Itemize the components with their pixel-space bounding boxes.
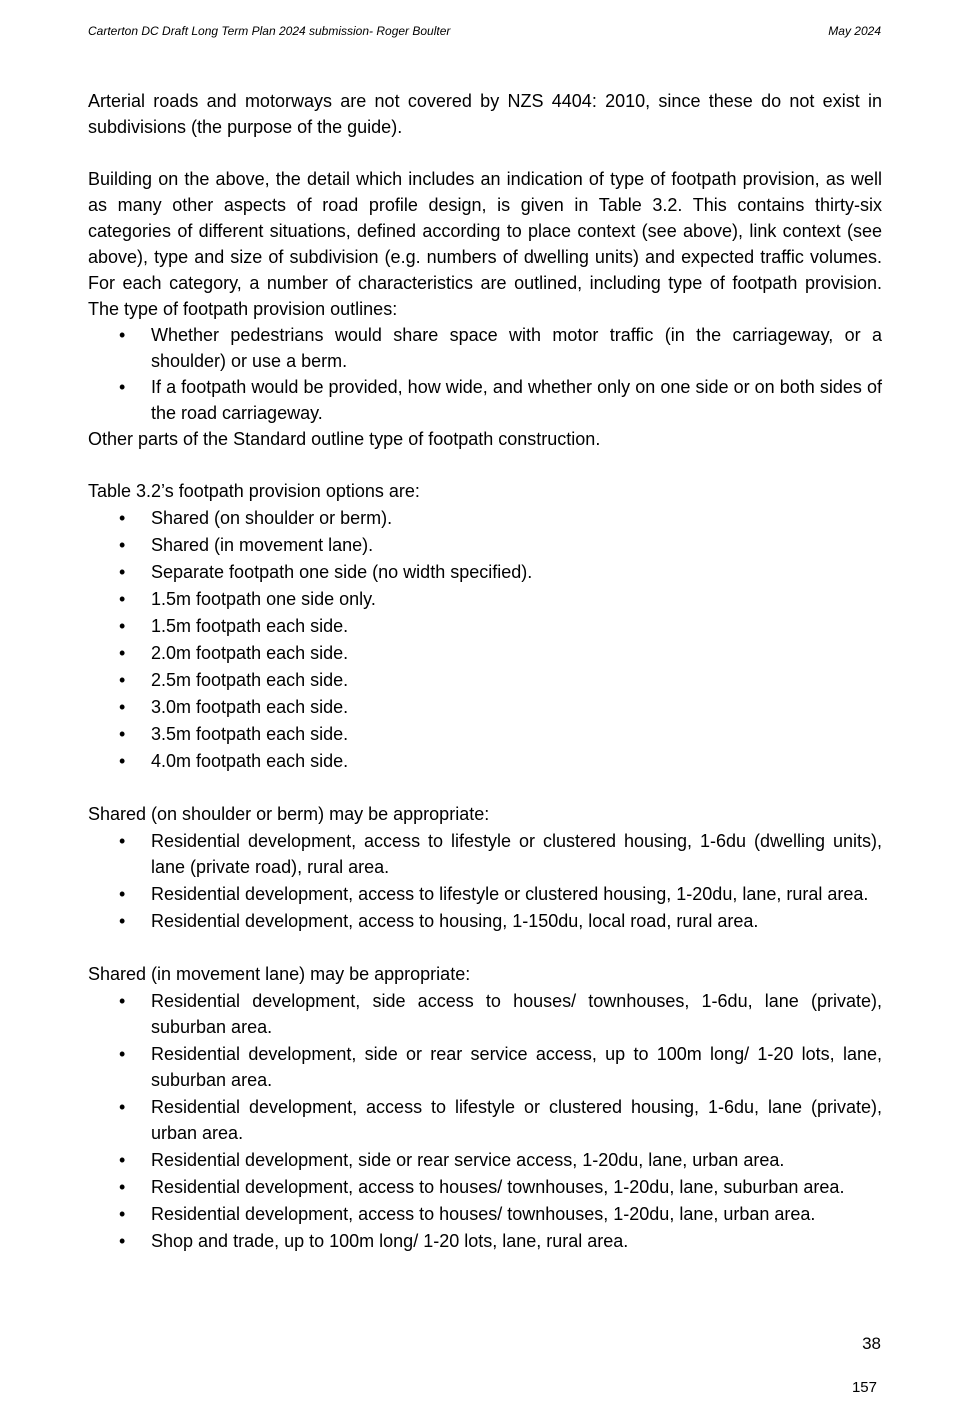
- footpath-provision-outline-list: [88, 322, 882, 426]
- list-item: • 3.0m footpath each side.: [88, 694, 882, 720]
- bullet-icon: •: [119, 562, 126, 582]
- list-item: • 3.5m footpath each side.: [88, 721, 882, 747]
- shared-movement-list: [88, 988, 882, 1254]
- paragraph-shared-shoulder-heading: Shared (on shoulder or berm) may be appropriate:: [88, 804, 490, 824]
- bullet-icon: •: [119, 751, 126, 771]
- list-item: • Shop and trade, up to 100m long/ 1-20 lots, lane, rural area.: [88, 1228, 882, 1254]
- bullet-icon: •: [119, 724, 126, 744]
- list-item: • Shared (on shoulder or berm).: [88, 505, 882, 531]
- list-item: • 2.0m footpath each side.: [88, 640, 882, 666]
- bullet-icon: •: [119, 1044, 126, 1064]
- paragraph-table-3-2-intro: Building on the above, the detail which includes an indication of type of footpath provision, as well as many other aspects of road profile design, is given in Table 3.2. This contains thirty-six categories of different situations, defined according to place context (see above), link context (see above), type and size of subdivision (e.g. numbers of dwelling units) and expected traffic volumes. For each category, a number of characteristics are outlined, including type of footpath provision. The type of footpath provision outlines:: [88, 169, 882, 319]
- bullet-icon: •: [119, 1231, 126, 1251]
- paragraph-options-heading: Table 3.2’s footpath provision options are:: [88, 481, 420, 501]
- bullet-icon: •: [119, 991, 126, 1011]
- list-item: • 4.0m footpath each side.: [88, 748, 882, 774]
- list-item: • Residential development, access to lifestyle or clustered housing, 1-6du, lane (private), urban area.: [88, 1094, 882, 1146]
- list-item: • Residential development, side or rear service access, 1-20du, lane, urban area.: [88, 1147, 882, 1173]
- list-item: • Residential development, access to lifestyle or clustered housing, 1-6du (dwelling units), lane (private road), rural area.: [88, 828, 882, 880]
- page-body: [88, 88, 882, 1255]
- list-item: • Residential development, access to lifestyle or clustered housing, 1-20du, lane, rural area.: [88, 881, 882, 907]
- list-item: • Residential development, side access to houses/ townhouses, 1-6du, lane (private), suburban area.: [88, 988, 882, 1040]
- list-item: • Residential development, access to houses/ townhouses, 1-20du, lane, urban area.: [88, 1201, 882, 1227]
- footpath-options-list: [88, 505, 882, 774]
- bullet-icon: •: [119, 670, 126, 690]
- list-item: • 1.5m footpath each side.: [88, 613, 882, 639]
- bullet-icon: •: [119, 377, 126, 397]
- paragraph-construction: Other parts of the Standard outline type of footpath construction.: [88, 429, 601, 449]
- bullet-icon: •: [119, 911, 126, 931]
- paragraph-arterial-roads: Arterial roads and motorways are not covered by NZS 4404: 2010, since these do not exist in subdivisions (the purpose of the guide).: [88, 91, 882, 137]
- header-title: Carterton DC Draft Long Term Plan 2024 submission- Roger Boulter: [88, 24, 451, 38]
- list-item: • Shared (in movement lane).: [88, 532, 882, 558]
- bullet-icon: •: [119, 508, 126, 528]
- bullet-icon: •: [119, 616, 126, 636]
- list-item: • If a footpath would be provided, how wide, and whether only on one side or on both sides of the road carriageway.: [88, 374, 882, 426]
- shared-shoulder-list: [88, 828, 882, 934]
- page-number-secondary: 157: [851, 1379, 877, 1396]
- bullet-icon: •: [119, 1150, 126, 1170]
- list-item: • Residential development, side or rear service access, up to 100m long/ 1-20 lots, lane, suburban area.: [88, 1041, 882, 1093]
- bullet-icon: •: [119, 643, 126, 663]
- bullet-icon: •: [119, 697, 126, 717]
- header-date: May 2024: [828, 24, 881, 38]
- bullet-icon: •: [119, 535, 126, 555]
- bullet-icon: •: [119, 831, 126, 851]
- bullet-icon: •: [119, 1177, 126, 1197]
- bullet-icon: •: [119, 884, 126, 904]
- list-item: • Residential development, access to houses/ townhouses, 1-20du, lane, suburban area.: [88, 1174, 882, 1200]
- list-item: • Separate footpath one side (no width specified).: [88, 559, 882, 585]
- list-item: • 2.5m footpath each side.: [88, 667, 882, 693]
- list-item: • Whether pedestrians would share space with motor traffic (in the carriageway, or a shoulder) or use a berm.: [88, 322, 882, 374]
- list-item: • Residential development, access to housing, 1-150du, local road, rural area.: [88, 908, 882, 934]
- page-number: 38: [862, 1334, 881, 1353]
- paragraph-shared-movement-heading: Shared (in movement lane) may be appropriate:: [88, 964, 471, 984]
- list-item: • 1.5m footpath one side only.: [88, 586, 882, 612]
- bullet-icon: •: [119, 589, 126, 609]
- bullet-icon: •: [119, 1097, 126, 1117]
- bullet-icon: •: [119, 1204, 126, 1224]
- bullet-icon: •: [119, 325, 126, 345]
